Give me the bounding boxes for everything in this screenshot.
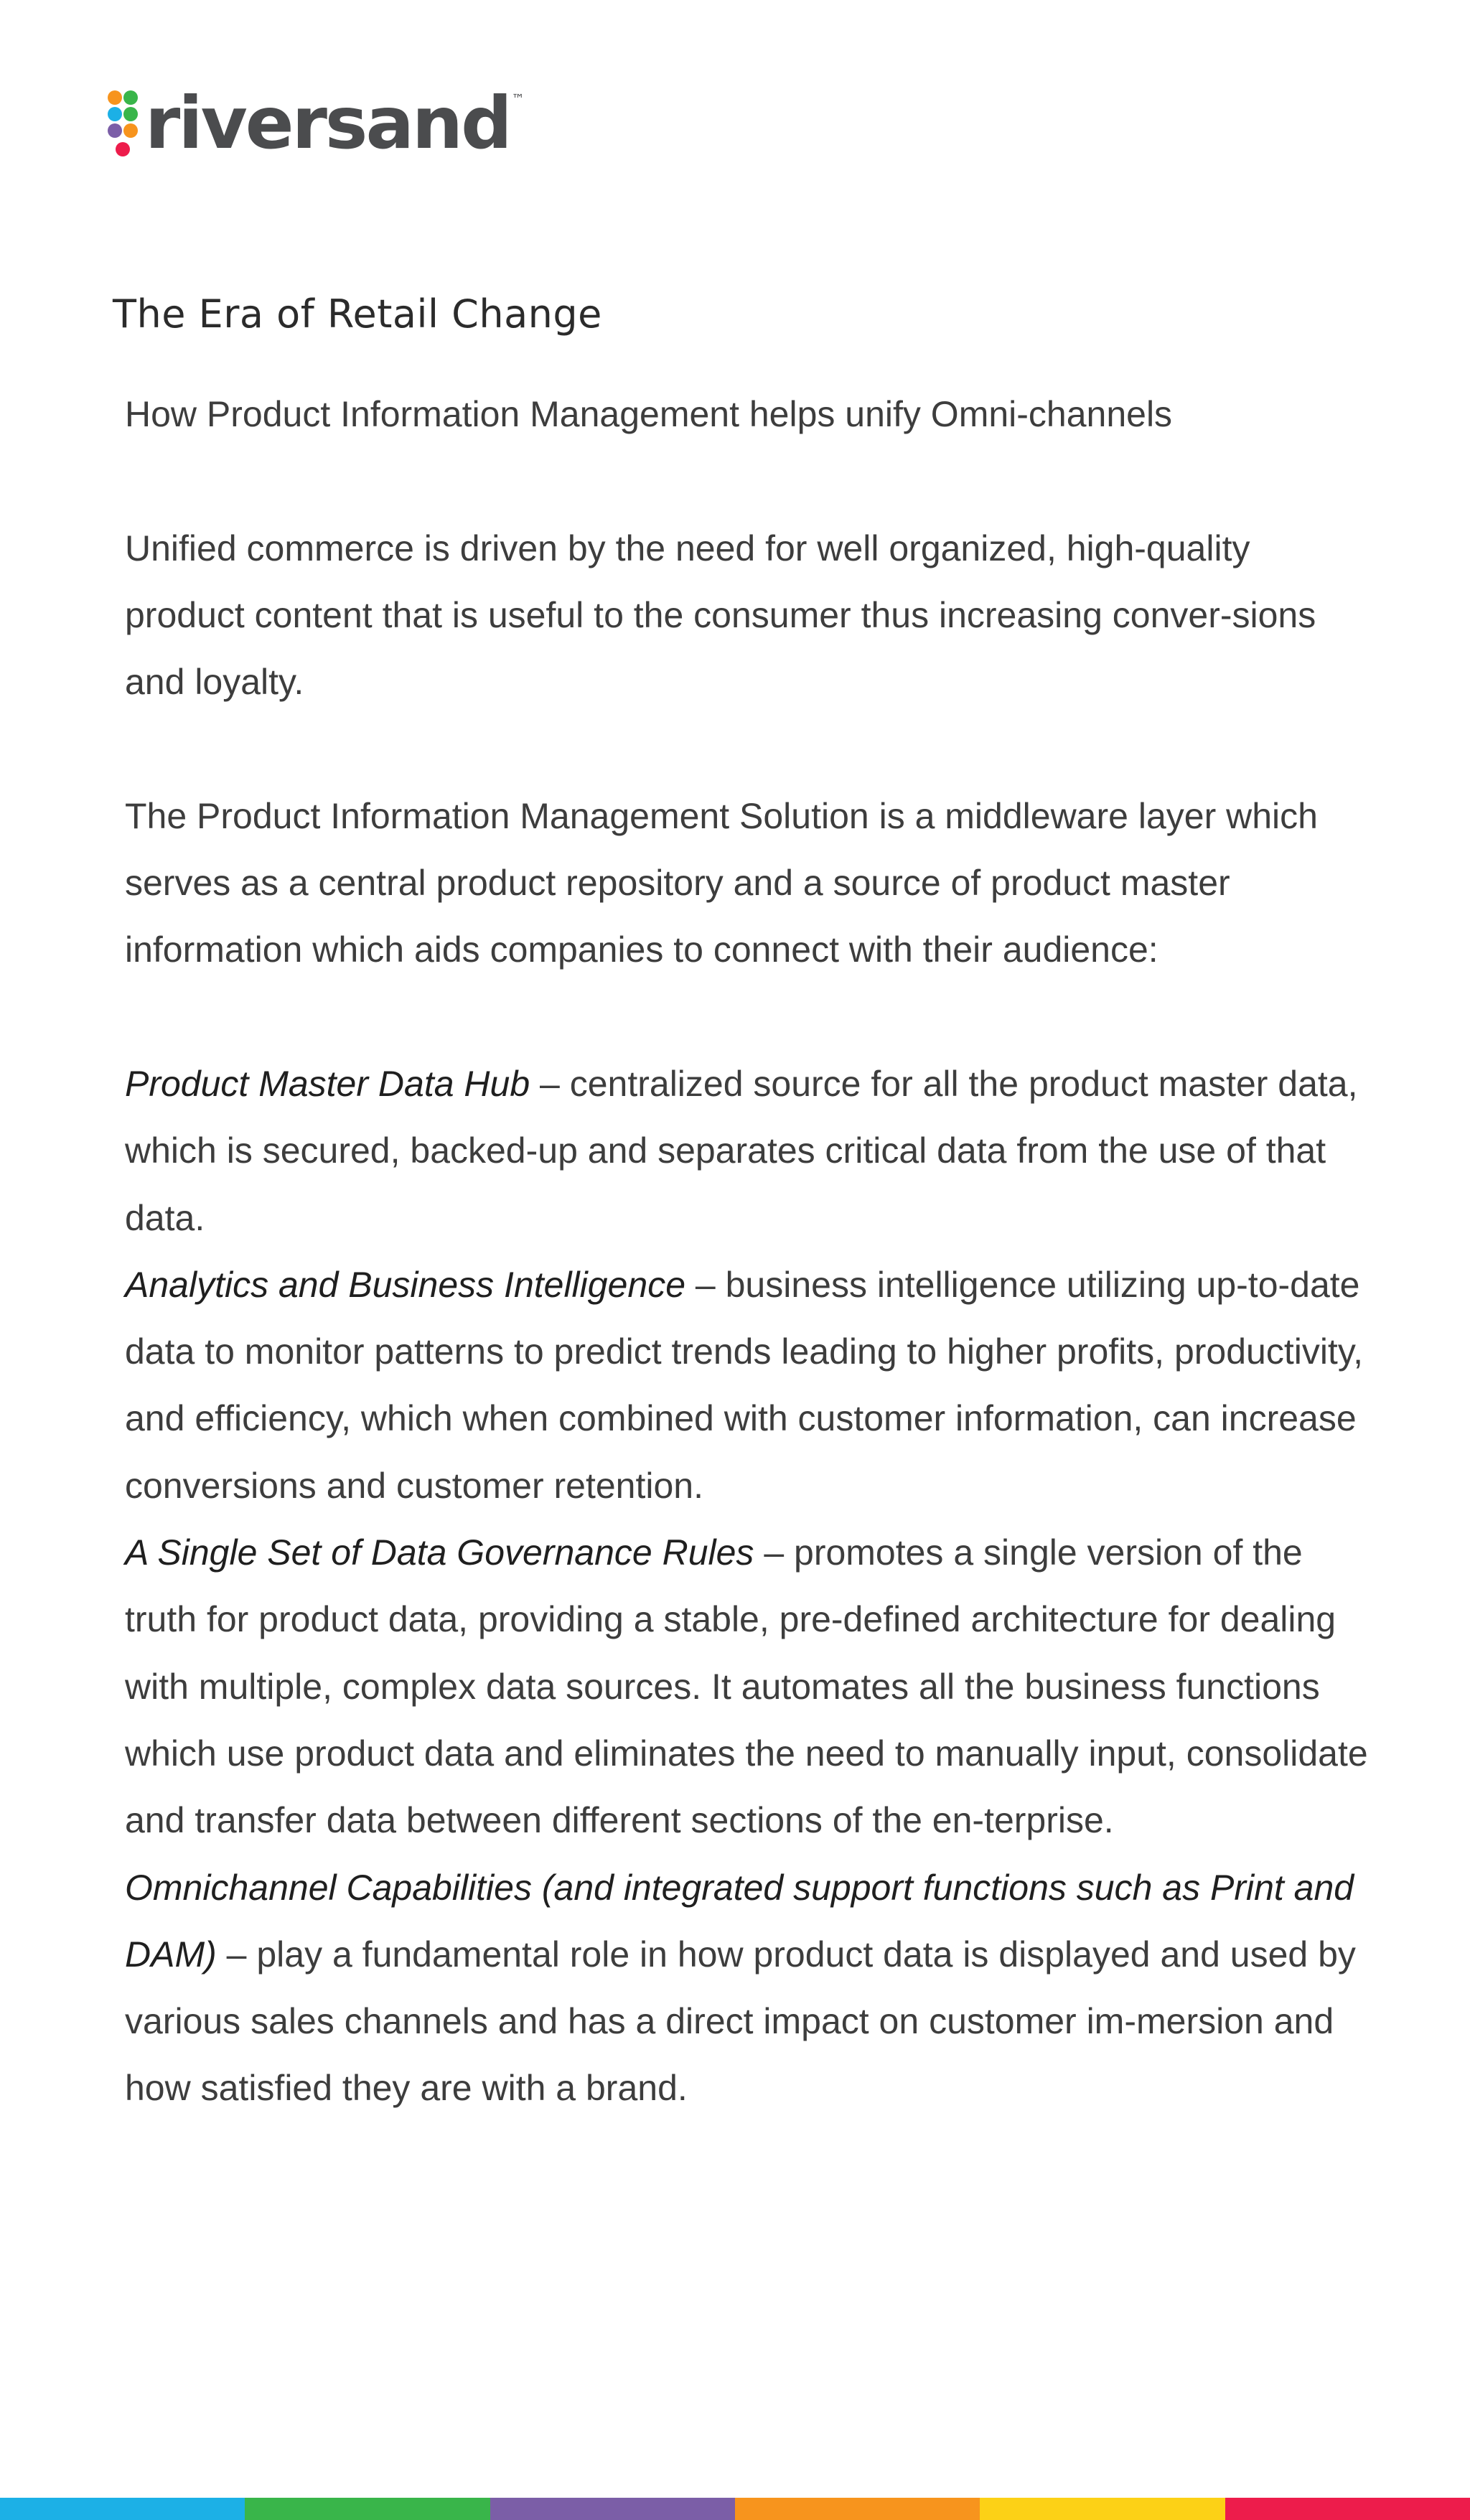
- spacer: [125, 984, 1374, 1051]
- feature-item: [125, 1519, 1374, 1854]
- feature-description: – promotes a single version of the truth for product data, providing a stable, pre-defined architecture for dealing with multiple, complex data sources. It automates all the business functions which use product data and eliminates the need to manually input, consolidate and transfer data between different sections of the en-terprise.: [125, 1532, 1368, 1841]
- spacer: [125, 448, 1374, 515]
- logo-dot: [123, 107, 138, 121]
- feature-term: Product Master Data Hub: [125, 1063, 530, 1104]
- feature-description: – centralized source for all the product master data, which is secured, backed-up and separates critical data from the use of that data.: [125, 1063, 1358, 1238]
- feature-term: Omnichannel Capabilities (and integrated support functions such as Print and DAM): [125, 1867, 1354, 1975]
- intro-paragraph: The Product Information Management Solution is a middleware layer which serves as a central product repository and a source of product master information which aids companies to connect with their audience:: [125, 795, 1318, 970]
- feature-term: Analytics and Business Intelligence: [125, 1264, 686, 1305]
- logo-dot: [108, 107, 122, 121]
- color-bar-segment: [245, 2498, 490, 2520]
- feature-item: [125, 1855, 1374, 2122]
- color-bar-segment: [0, 2498, 245, 2520]
- color-bar-segment: [1225, 2498, 1470, 2520]
- page-title: The Era of Retail Change: [113, 291, 602, 337]
- feature-description: – play a fundamental role in how product data is displayed and used by various sales channels and has a direct impact on customer im-mersion and how satisfied they are with a brand.: [125, 1934, 1356, 2109]
- logo-wordmark: riversand: [145, 81, 510, 165]
- subtitle: How Product Information Management helps unify Omni-channels: [125, 394, 1173, 434]
- intro-paragraph: Unified commerce is driven by the need for well organized, high-quality product content that is useful to the consumer thus increasing conver-sions and loyalty.: [125, 528, 1316, 703]
- feature-item: [125, 1051, 1374, 1252]
- color-bar-segment: [735, 2498, 980, 2520]
- spacer: [125, 716, 1374, 782]
- riversand-logo: [108, 81, 525, 165]
- color-bar-segment: [980, 2498, 1225, 2520]
- feature-description: – business intelligence utilizing up-to-date data to monitor patterns to predict trends leading to higher profits, productivity, and efficiency, which when combined with customer information, can increase conversions and customer retention.: [125, 1264, 1363, 1506]
- logo-dot: [116, 142, 130, 156]
- logo-dots-icon: [108, 85, 141, 164]
- logo-dot: [108, 123, 122, 138]
- footer-color-bar: [0, 2498, 1470, 2520]
- logo-trademark: ™: [511, 92, 525, 107]
- logo-dot: [108, 90, 122, 105]
- color-bar-segment: [490, 2498, 735, 2520]
- logo-dot: [123, 123, 138, 138]
- logo-dot: [123, 90, 138, 105]
- article-body: [125, 381, 1374, 2122]
- feature-term: A Single Set of Data Governance Rules: [125, 1532, 754, 1573]
- feature-item: [125, 1252, 1374, 1519]
